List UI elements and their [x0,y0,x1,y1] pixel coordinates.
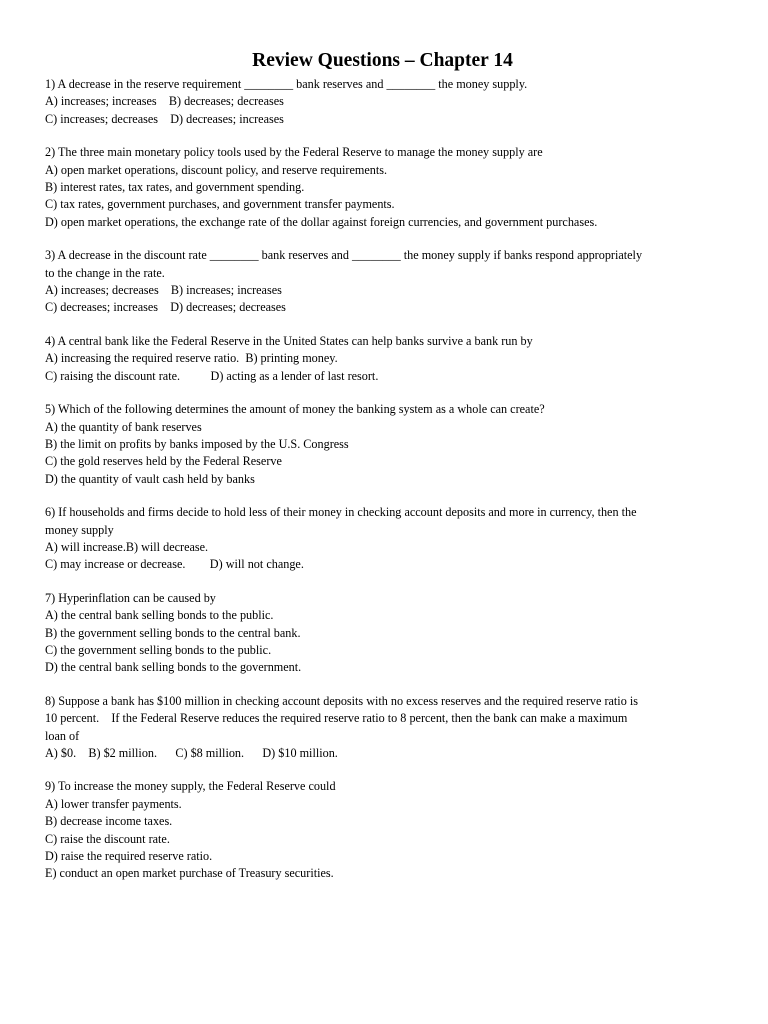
question-4 [45,333,720,385]
answer-choice-line: C) tax rates, government purchases, and government transfer payments. [45,197,395,212]
question-1 [45,76,720,128]
answer-choice-line: D) the quantity of vault cash held by banks [45,471,255,486]
answer-choice-line: C) increases; decreases D) decreases; increases [45,111,284,126]
question-stem: 9) To increase the money supply, the Federal Reserve could [45,779,336,794]
question-7 [45,590,720,677]
answer-choice-line: B) the limit on profits by banks imposed by the U.S. Congress [45,436,349,451]
answer-choice-line: D) raise the required reserve ratio. [45,849,213,864]
question-9 [45,778,720,882]
answer-choice-line: A) increases; increases B) decreases; decreases [45,94,284,109]
question-stem: 1) A decrease in the reserve requirement ________ bank reserves and ________ the money supply. [45,77,528,91]
question-8 [45,693,720,763]
question-stem: 10 percent. If the Federal Reserve reduces the required reserve ratio to 8 percent, then the bank can make a maximum [45,711,628,726]
answer-choice-line: A) the quantity of bank reserves [45,419,202,434]
question-2 [45,144,720,231]
answer-choice-line: E) conduct an open market purchase of Treasury securities. [45,866,334,881]
question-stem: money supply [45,522,114,537]
question-stem: 6) If households and firms decide to hold less of their money in checking account deposits and more in currency, then the [45,505,637,520]
answer-choice-line: C) raising the discount rate. D) acting as a lender of last resort. [45,368,379,383]
question-stem: 5) Which of the following determines the amount of money the banking system as a whole can create? [45,402,545,417]
question-list [45,76,720,883]
answer-choice-line: C) decreases; increases D) decreases; decreases [45,300,286,315]
answer-choice-line: D) the central bank selling bonds to the government. [45,660,302,675]
answer-choice-line: B) the government selling bonds to the central bank. [45,625,301,640]
question-stem: loan of [45,728,80,743]
answer-choice-line: A) lower transfer payments. [45,796,182,811]
answer-choice-line: B) decrease income taxes. [45,814,173,829]
question-stem: 4) A central bank like the Federal Reserve in the United States can help banks survive a bank run by [45,333,533,348]
question-5 [45,401,720,488]
answer-choice-line: C) may increase or decrease. D) will not change. [45,557,304,572]
question-stem: 8) Suppose a bank has $100 million in checking account deposits with no excess reserves and the required reserve ratio is [45,693,638,708]
answer-choice-line: D) open market operations, the exchange rate of the dollar against foreign currencies, and government purchases. [45,214,598,229]
question-stem: to the change in the rate. [45,265,165,280]
answer-choice-line: A) open market operations, discount policy, and reserve requirements. [45,162,388,177]
question-stem: 2) The three main monetary policy tools used by the Federal Reserve to manage the money supply are [45,145,543,160]
answer-choice-line: A) increases; decreases B) increases; increases [45,283,282,298]
question-6 [45,504,720,574]
question-stem: 7) Hyperinflation can be caused by [45,590,216,605]
answer-choice-line: B) interest rates, tax rates, and government spending. [45,180,305,195]
answer-choice-line: A) increasing the required reserve ratio. B) printing money. [45,351,338,366]
answer-choice-line: C) the gold reserves held by the Federal Reserve [45,454,282,469]
question-3 [45,247,720,317]
question-stem: 3) A decrease in the discount rate ________ bank reserves and ________ the money supply if banks respond appropriately [45,248,643,263]
answer-choice-line: C) the government selling bonds to the public. [45,642,272,657]
answer-choice-line: A) the central bank selling bonds to the public. [45,608,274,623]
answer-choice-line: A) will increase.B) will decrease. [45,539,209,554]
answer-choice-line: A) $0. B) $2 million. C) $8 million. D) $10 million. [45,746,338,760]
answer-choice-line: C) raise the discount rate. [45,831,170,846]
page-title: Review Questions – Chapter 14 [252,50,513,71]
